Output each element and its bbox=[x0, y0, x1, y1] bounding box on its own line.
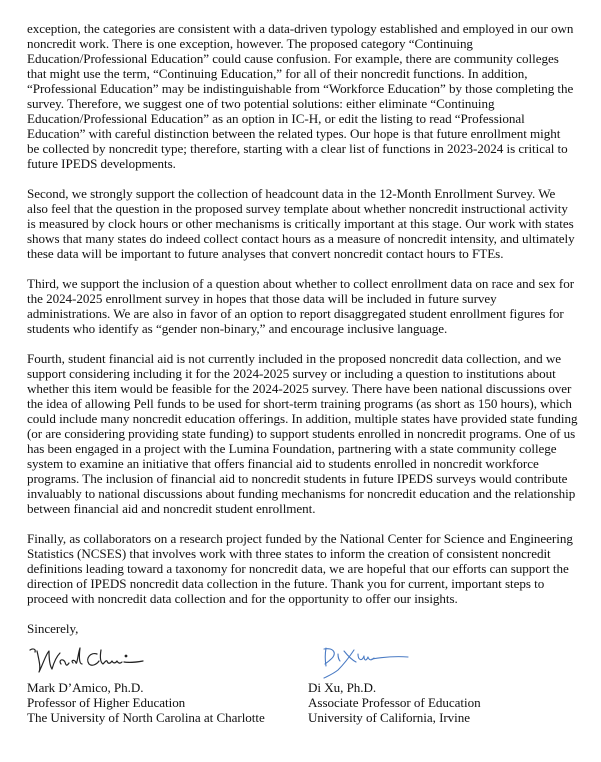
signer-title: Associate Professor of Education bbox=[308, 695, 481, 710]
text-line: has been engaged in a project with the Lumina Foundation, partnering with a state community college bbox=[27, 441, 557, 456]
text-line: shows that many states do indeed collect contact hours as a measure of noncredit intensity, and ultimately bbox=[27, 231, 575, 246]
signer-name: Mark D’Amico, Ph.D. bbox=[27, 680, 144, 695]
text-line: Statistics (NCSES) that involves work with three states to inform the creation of consistent noncredit bbox=[27, 546, 551, 561]
text-line: proceed with noncredit data collection and for the opportunity to offer our insights. bbox=[27, 591, 458, 606]
text-line: Education/Professional Education” as an option in IC-H, or edit the listing to read “Professional bbox=[27, 111, 525, 126]
text-line: that might use the term, “Continuing Education,” for all of their noncredit functions. In addition, bbox=[27, 66, 528, 81]
text-line: “Professional Education” may be indistinguishable from “Workforce Education” by those completing the bbox=[27, 81, 574, 96]
text-line: invaluably to national discussions about funding mechanisms for noncredit education and the relationship bbox=[27, 486, 576, 501]
signer-institution: University of California, Irvine bbox=[308, 710, 471, 725]
text-line: noncredit work. There is one exception, however. The proposed category “Continuing bbox=[27, 36, 473, 51]
text-line: also feel that the question in the proposed survey template about whether noncredit instructional activity bbox=[27, 201, 568, 216]
text-line: Fourth, student financial aid is not currently included in the proposed noncredit data collection, and we bbox=[27, 351, 561, 366]
signer-title: Professor of Higher Education bbox=[27, 695, 186, 710]
signer-damico bbox=[27, 642, 265, 725]
handwritten-signature-icon bbox=[308, 642, 418, 680]
text-line: be collected by noncredit type; therefore, starting with a clear list of functions in 2023-2024 is critical to bbox=[27, 141, 568, 156]
text-line: could include many noncredit education offerings. In addition, multiple states have provided state funding bbox=[27, 411, 578, 426]
text-line: between financial aid and noncredit student enrollment. bbox=[27, 501, 316, 516]
text-line: system to examine an initiative that offers financial aid to students enrolled in noncredit workforce bbox=[27, 456, 539, 471]
signature-block bbox=[27, 642, 593, 762]
signer-institution: The University of North Carolina at Charlotte bbox=[27, 710, 265, 725]
signer-xu bbox=[308, 642, 481, 725]
text-line: these data will be important to future analyses that convert noncredit contact hours to FTEs. bbox=[27, 246, 504, 261]
text-line: exception, the categories are consistent with a data-driven typology established and employed in our own bbox=[27, 21, 574, 36]
text-line: programs. The inclusion of financial aid to noncredit students in future IPEDS surveys would contribute bbox=[27, 471, 568, 486]
letter-body bbox=[27, 21, 593, 762]
paragraph-financial-aid bbox=[27, 351, 593, 516]
text-line: is measured by clock hours or other mechanisms is critically important at this stage. Our work with states bbox=[27, 216, 574, 231]
text-line: Education” with careful distinction between the related types. Our hope is that future enrollment might bbox=[27, 126, 561, 141]
paragraph-headcount bbox=[27, 186, 593, 261]
text-line: future IPEDS developments. bbox=[27, 156, 176, 171]
text-line: (or are considering providing state funding) to support students enrolled in noncredit programs. One of us bbox=[27, 426, 576, 441]
text-line: survey. Therefore, we suggest one of two potential solutions: either eliminate “Continuing bbox=[27, 96, 495, 111]
handwritten-signature-icon bbox=[27, 642, 147, 680]
text-line: Third, we support the inclusion of a question about whether to collect enrollment data on race and sex for bbox=[27, 276, 575, 291]
text-line: the idea of allowing Pell funds to be used for short-term training programs (as short as 150 hours), which bbox=[27, 396, 572, 411]
text-line: definitions leading toward a taxonomy for noncredit data, we are hopeful that our efforts can support the bbox=[27, 561, 569, 576]
text-line: the 2024-2025 enrollment survey in hopes that those data will be included in future survey bbox=[27, 291, 497, 306]
paragraph-finally bbox=[27, 531, 593, 606]
paragraph-race-sex bbox=[27, 276, 593, 336]
text-line: Education/Professional Education” could cause confusion. For example, there are community colleges bbox=[27, 51, 559, 66]
text-line: Second, we strongly support the collection of headcount data in the 12-Month Enrollment Survey. We bbox=[27, 186, 556, 201]
text-line: whether this item would be feasible for the 2024-2025 survey. There have been national discussions over bbox=[27, 381, 572, 396]
text-line: Finally, as collaborators on a research project funded by the National Center for Science and Engineering bbox=[27, 531, 573, 546]
text-line: students who identify as “gender non-binary,” and encourage inclusive language. bbox=[27, 321, 448, 336]
closing-salutation: Sincerely, bbox=[27, 621, 79, 636]
text-line: direction of IPEDS noncredit data collection in the future. Thank you for current, important steps to bbox=[27, 576, 545, 591]
paragraph-typology bbox=[27, 21, 593, 171]
text-line: administrations. We are also in favor of an option to report disaggregated student enrollment figures for bbox=[27, 306, 564, 321]
text-line: support considering including it for the 2024-2025 survey or including a question to institutions about bbox=[27, 366, 556, 381]
signer-name: Di Xu, Ph.D. bbox=[308, 680, 377, 695]
